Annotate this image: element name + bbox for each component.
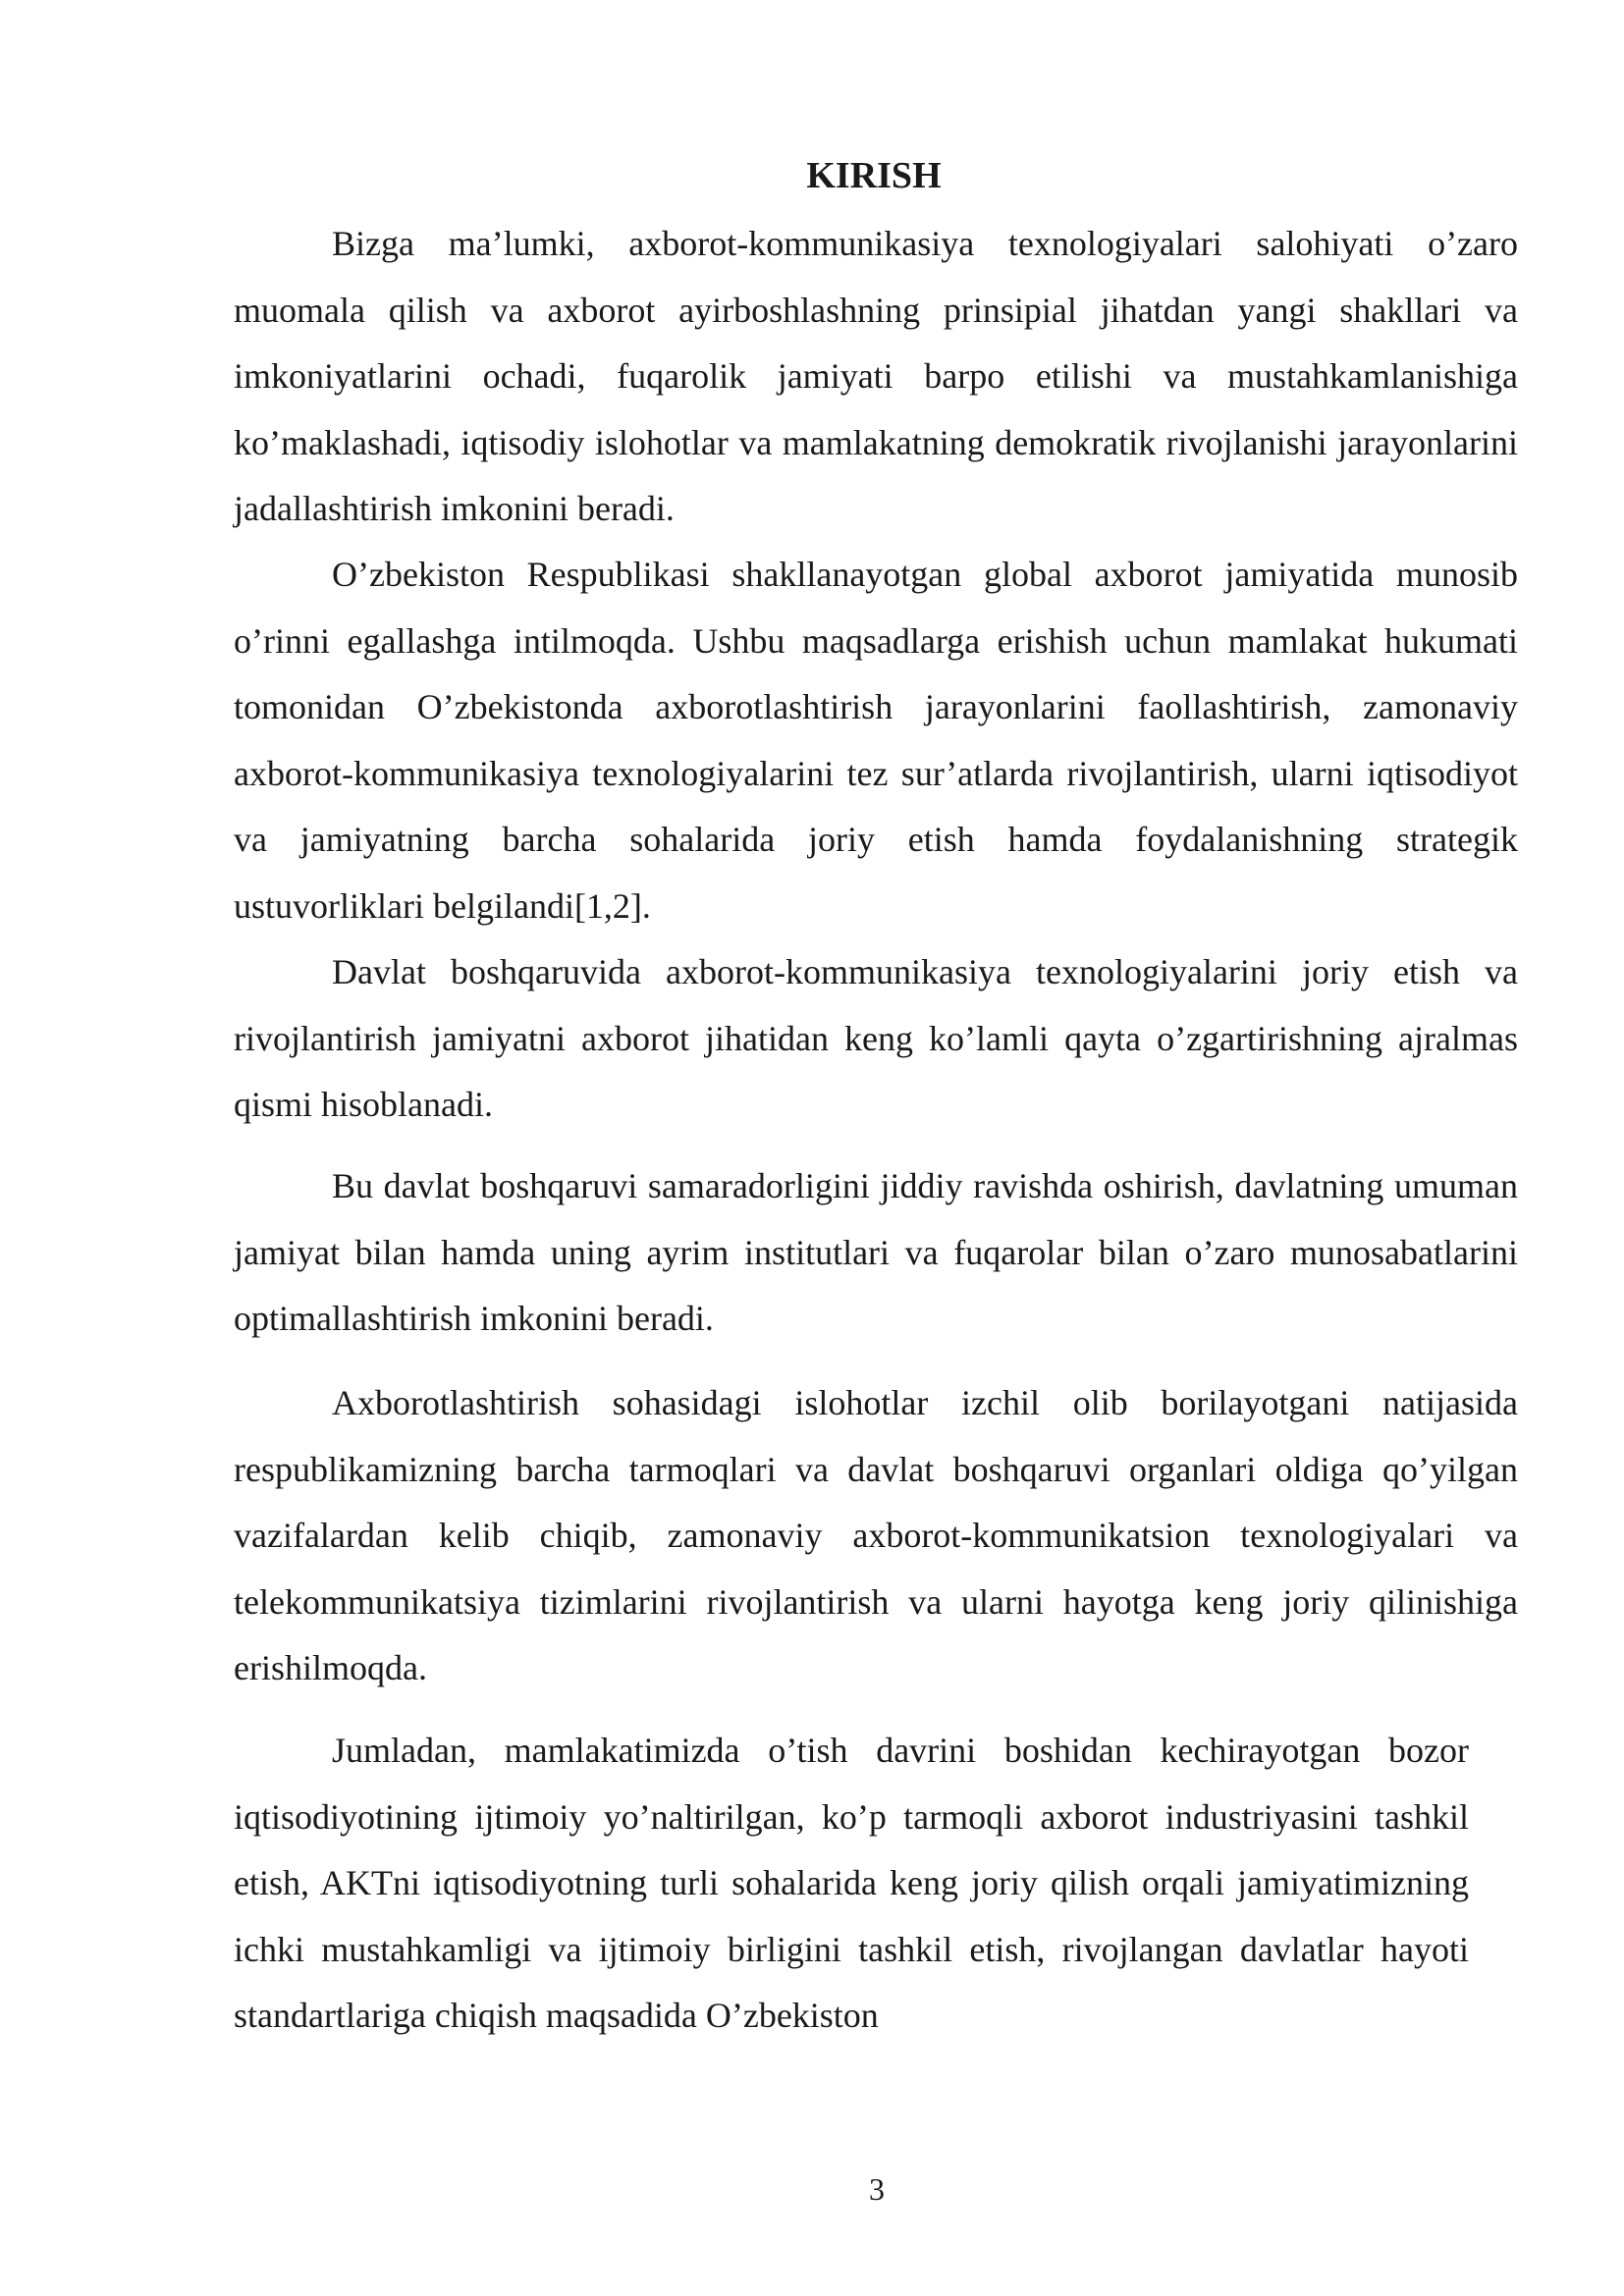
- paragraph-ict-industry: Jumladan, mamlakatimizda o’tish davrini boshidan kechirayotgan bozor iqtisodiyotining ijtimoiy yo’naltirilgan, ko’p tarmoqli axborot industriyasini tashkil etish, AKTni iqtisodiyotning turli sohalarida keng joriy qilish orqali jamiyatimizning ichki mustahkamligi va ijtimoiy birligini tashkil etish, rivojlangan davlatlar hayoti standartlariga chiqish maqsadida O’zbekiston: [234, 1731, 1469, 2035]
- paragraph-intro: Bizga ma’lumki, axborot-kommunikasiya texnologiyalari salohiyati o’zaro muomala qilish va axborot ayirboshlashning prinsipial jihatdan yangi shakllari va imkoniyatlarini ochadi, fuqarolik jamiyati barpo etilishi va mustahkamlanishiga ko’maklashadi, iqtisodiy islohotlar va mamlakatning demokratik rivojlanishi jarayonlarini jadallashtirish imkonini beradi.: [234, 224, 1518, 528]
- page-number: 3: [869, 2171, 885, 2207]
- paragraph-state-governance: Davlat boshqaruvida axborot-kommunikasiya texnologiyalarini joriy etish va rivojlantirish jamiyatni axborot jihatidan keng ko’lamli qayta o’zgartirishning ajralmas qismi hisoblanadi.: [234, 952, 1518, 1124]
- paragraph-efficiency: Bu davlat boshqaruvi samaradorligini jiddiy ravishda oshirish, davlatning umuman jamiyat bilan hamda uning ayrim institutlari va fuqarolar bilan o’zaro munosabatlarini optimallashtirish imkonini beradi.: [234, 1166, 1518, 1338]
- section-title: KIRISH: [806, 155, 942, 196]
- paragraph-uzbekistan-goals: O’zbekiston Respublikasi shakllanayotgan global axborot jamiyatida munosib o’rinni egallashga intilmoqda. Ushbu maqsadlarga erishish uchun mamlakat hukumati tomonidan O’zbekistonda axborotlashtirish jarayonlarini faollashtirish, zamonaviy axborot-kommunikasiya texnologiyalarini tez sur’atlarda rivojlantirish, ularni iqtisodiyot va jamiyatning barcha sohalarida joriy etish hamda foydalanishning strategik ustuvorliklari belgilandi[1,2].: [234, 555, 1518, 926]
- paragraph-reforms: Axborotlashtirish sohasidagi islohotlar izchil olib borilayotgani natijasida respublikamizning barcha tarmoqlari va davlat boshqaruvi organlari oldiga qo’yilgan vazifalardan kelib chiqib, zamonaviy axborot-kommunikatsion texnologiyalari va telekommunikatsiya tizimlarini rivojlantirish va ularni hayotga keng joriy qilinishiga erishilmoqda.: [234, 1383, 1518, 1687]
